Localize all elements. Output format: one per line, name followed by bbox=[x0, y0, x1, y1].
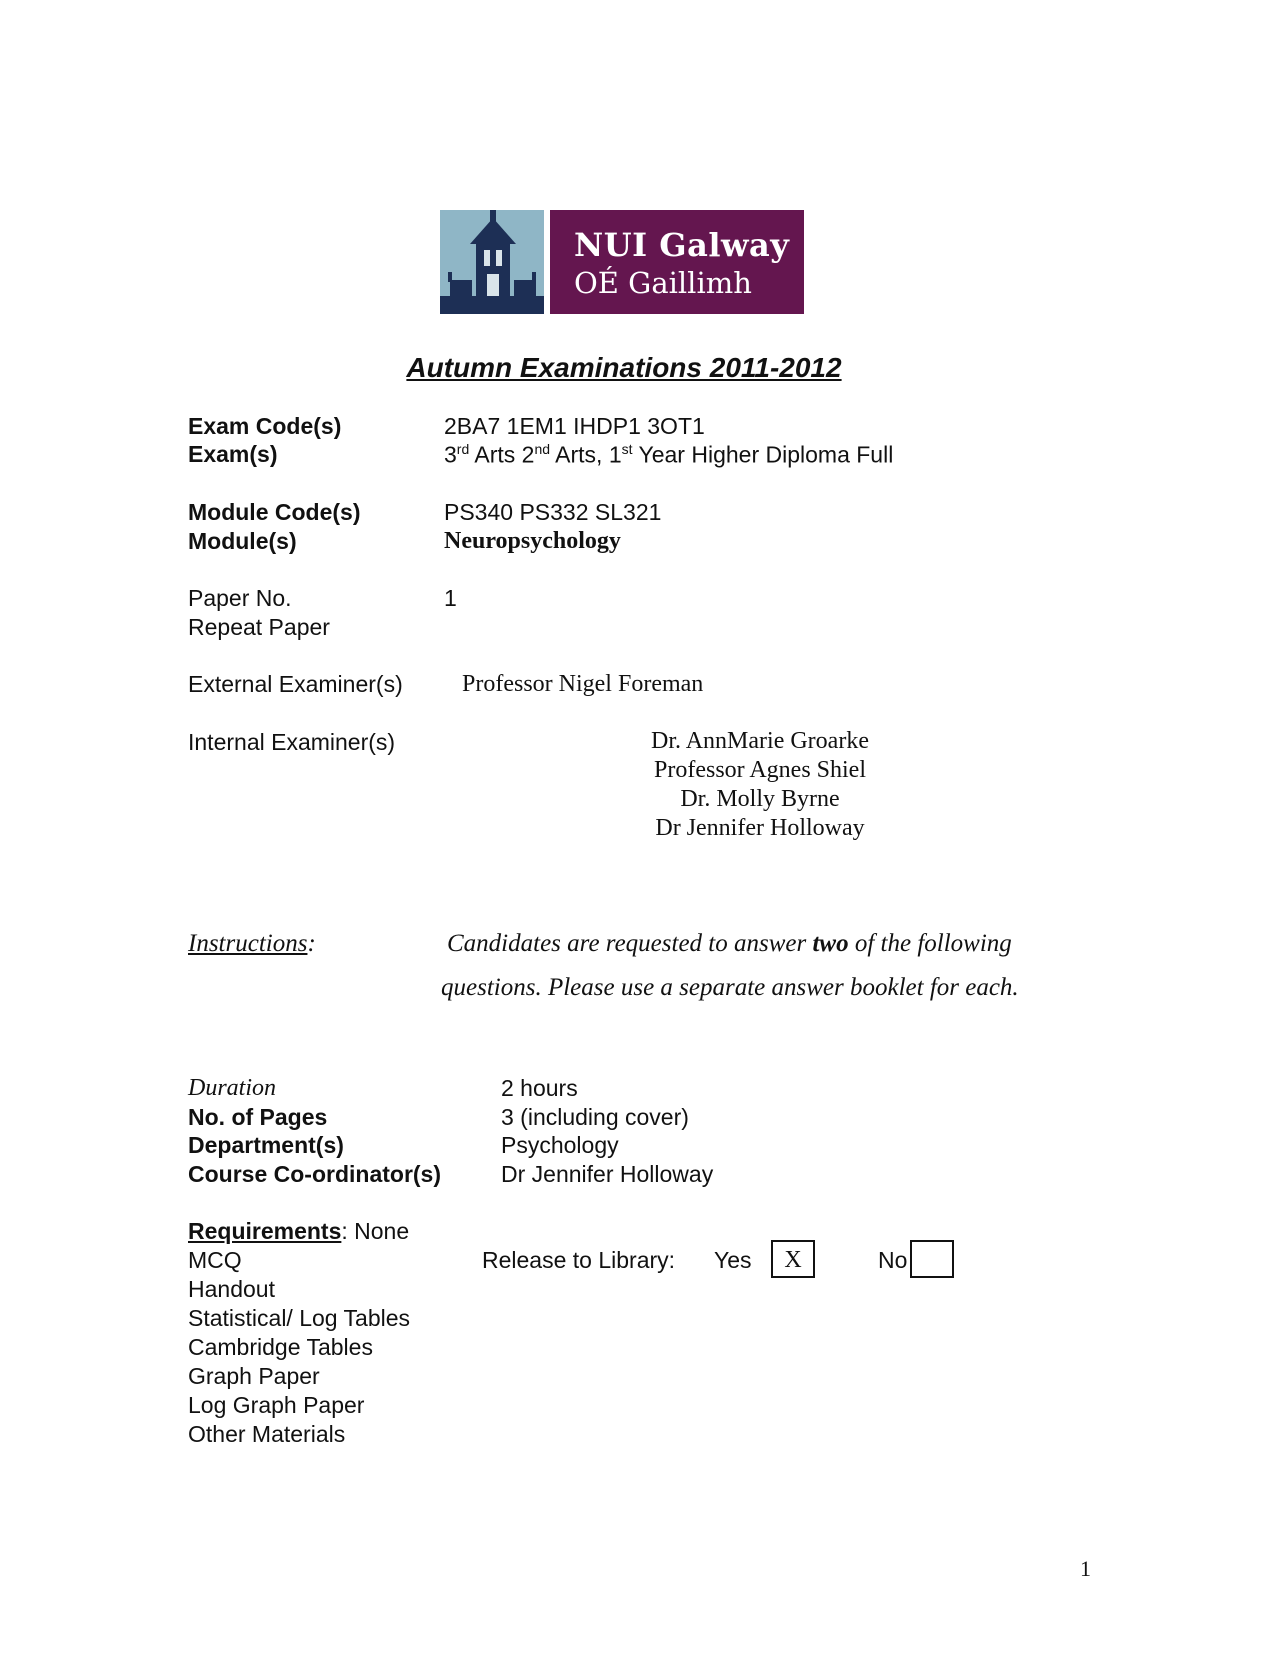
logo-line-1: NUI Galway bbox=[574, 226, 790, 264]
requirement-item: Other Materials bbox=[188, 1421, 346, 1447]
instructions-line-2: questions. Please use a separate answer booklet for each. bbox=[441, 974, 1019, 1001]
department-label: Department(s) bbox=[188, 1132, 344, 1158]
exams-value bbox=[444, 441, 893, 469]
module-codes-value: PS340 PS332 SL321 bbox=[444, 499, 662, 525]
modules-label: Module(s) bbox=[188, 528, 297, 554]
instructions-text: of the following bbox=[848, 930, 1012, 957]
library-no-label: No bbox=[878, 1247, 908, 1273]
requirement-item: Graph Paper bbox=[188, 1363, 320, 1389]
repeat-paper-label: Repeat Paper bbox=[188, 614, 330, 640]
duration-label: Duration bbox=[188, 1075, 277, 1101]
release-to-library-label: Release to Library: bbox=[482, 1247, 676, 1273]
exams-sup: nd bbox=[534, 441, 551, 457]
exams-label: Exam(s) bbox=[188, 441, 278, 467]
university-tower-icon bbox=[440, 210, 544, 314]
pages-label: No. of Pages bbox=[188, 1104, 328, 1130]
internal-examiner-label: Internal Examiner(s) bbox=[188, 729, 396, 755]
exam-codes-value: 2BA7 1EM1 IHDP1 3OT1 bbox=[444, 413, 705, 439]
module-codes-label: Module Code(s) bbox=[188, 499, 361, 525]
internal-examiner-name: Dr. AnnMarie Groarke bbox=[651, 728, 869, 754]
logo-line-2: OÉ Gaillimh bbox=[574, 266, 752, 300]
requirement-item: Handout bbox=[188, 1276, 275, 1302]
exams-sup: st bbox=[621, 441, 633, 457]
modules-value: Neuropsychology bbox=[444, 528, 621, 554]
exams-sup: rd bbox=[456, 441, 470, 457]
coordinator-label: Course Co-ordinator(s) bbox=[188, 1161, 441, 1187]
instructions-label: Instructions bbox=[188, 930, 308, 957]
coordinator-value: Dr Jennifer Holloway bbox=[501, 1161, 714, 1187]
requirement-item: Cambridge Tables bbox=[188, 1334, 373, 1360]
internal-examiner-name: Dr Jennifer Holloway bbox=[655, 815, 865, 841]
exams-part: Arts, 1 bbox=[550, 441, 622, 468]
exams-part: 3 bbox=[444, 441, 457, 468]
library-no-checkbox[interactable] bbox=[910, 1240, 954, 1278]
paper-no-label: Paper No. bbox=[188, 585, 292, 611]
logo-plate bbox=[550, 210, 804, 314]
internal-examiner-name: Professor Agnes Shiel bbox=[654, 757, 866, 783]
page-number: 1 bbox=[1080, 1556, 1091, 1581]
external-examiner-label: External Examiner(s) bbox=[188, 671, 403, 697]
requirement-item: Log Graph Paper bbox=[188, 1392, 365, 1418]
department-value: Psychology bbox=[501, 1132, 619, 1158]
exam-codes-label: Exam Code(s) bbox=[188, 413, 342, 439]
page-title: Autumn Examinations 2011-2012 bbox=[406, 352, 842, 383]
instructions-label-wrap bbox=[188, 930, 316, 958]
requirement-item: MCQ bbox=[188, 1247, 242, 1273]
exams-part: Arts 2 bbox=[469, 441, 535, 468]
requirement-item: Statistical/ Log Tables bbox=[188, 1305, 411, 1331]
requirements-heading bbox=[188, 1218, 409, 1245]
requirements-label: Requirements bbox=[188, 1218, 342, 1244]
nui-galway-logo bbox=[440, 210, 804, 314]
instructions-colon: : bbox=[307, 930, 316, 957]
exams-part: Year Higher Diploma Full bbox=[632, 441, 894, 468]
pages-value: 3 (including cover) bbox=[501, 1104, 689, 1130]
external-examiner-value: Professor Nigel Foreman bbox=[462, 671, 704, 697]
library-yes-checkbox[interactable]: X bbox=[771, 1240, 815, 1278]
requirements-value: : None bbox=[341, 1218, 410, 1244]
paper-no-value: 1 bbox=[444, 585, 457, 611]
instructions-line-1 bbox=[447, 930, 1012, 958]
duration-value: 2 hours bbox=[501, 1075, 578, 1101]
library-yes-label: Yes bbox=[714, 1247, 752, 1273]
instructions-emphasis: two bbox=[812, 930, 849, 957]
internal-examiner-name: Dr. Molly Byrne bbox=[680, 786, 840, 812]
instructions-text: Candidates are requested to answer bbox=[447, 930, 813, 957]
